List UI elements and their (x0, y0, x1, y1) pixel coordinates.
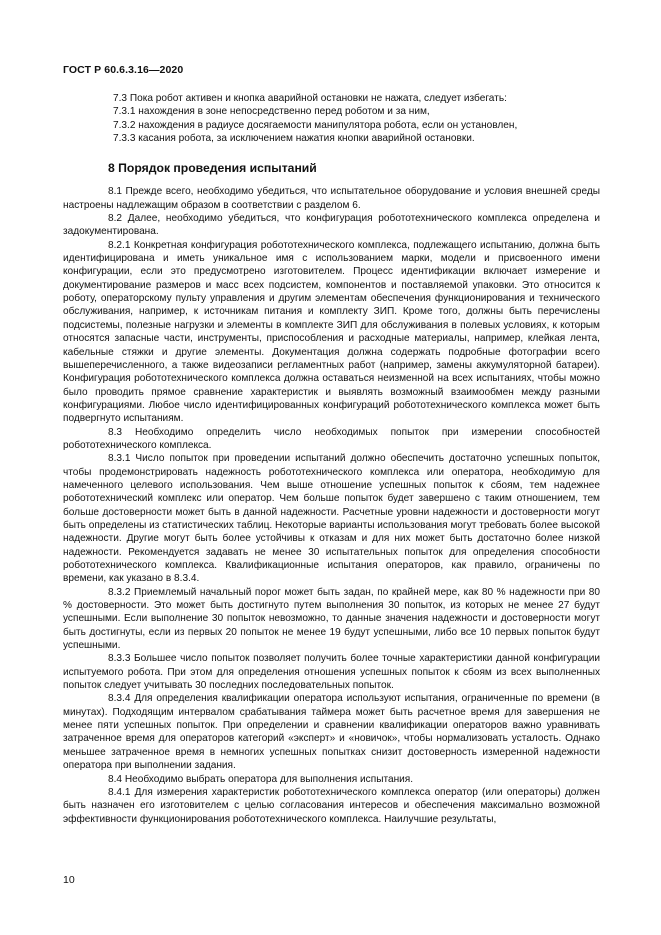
section-title: 8 Порядок проведения испытаний (108, 161, 317, 176)
document-header: ГОСТ Р 60.6.3.16—2020 (63, 64, 184, 76)
list-item: 7.3.2 нахождения в радиусе досягаемости манипулятора робота, если он установлен, (113, 119, 518, 131)
paragraph-8-3-3: 8.3.3 Большее число попыток позволяет получить более точные характеристики данной конфигурации испытуемого робота. При этом для определения отношения успешных попыток к сбоям из всех выполненных попыток следует учитывать 30 последних последовательных попыток. (63, 653, 600, 692)
section-7-3-intro: 7.3 Пока робот активен и кнопка аварийной остановки не нажата, следует избегать: (113, 93, 507, 104)
paragraph-8-4-1: 8.4.1 Для измерения характеристик робототехнического комплекса оператор (или операторы) должен быть назначен его изготовителем с целью согласования интересов и обеспечения максимально возможной эффективности функционирования робототехнического комплекса. Наилучшие результаты, (63, 786, 600, 825)
list-item: 7.3.3 касания робота, за исключением нажатия кнопки аварийной остановки. (113, 133, 475, 145)
paragraph-8-2: 8.2 Далее, необходимо убедиться, что конфигурация робототехнического комплекса определена и задокументирована. (63, 213, 600, 238)
page-number: 10 (63, 874, 75, 886)
paragraph-8-3-4: 8.3.4 Для определения квалификации оператора используют испытания, ограниченные по времени (в минутах). Подходящим интервалом срабатывания таймера может быть расчетное время для завершения не менее пяти успешных попыток. При определении и сравнении квалификации операторов важно уравнивать затраченное время для операторов категорий «эксперт» и «новичок», чтобы нормализовать усталость. Однако меньшее затраченное время в немногих успешных попытках снизит достоверность измеренной надежности оператора при выполнении задания. (63, 693, 600, 772)
paragraph-8-2-1: 8.2.1 Конкретная конфигурация робототехнического комплекса, подлежащего испытанию, должна быть идентифицирована и иметь уникальное имя с использованием марки, модели и присвоенного имени конфигурации, если это предусмотрено изготовителем. Процесс идентификации включает измерение и документирование размеров и масс всех подсистем, компонентов и поставляемой упаковки. Это относится к роботу, операторскому пульту управления и другим элементам обеспечения функционирования и технического обслуживания, например, к источникам питания и комплекту ЗИП. Кроме того, должны быть перечислены подсистемы, полезные нагрузки и элементы в комплекте ЗИП для обслуживания в полевых условиях, к которым относятся запасные части, инструменты, приспособления и расходные материалы, например, клейкая лента, кабельные стяжки и другие элементы. Документация должна содержать подробные фотографии всего вышеперечисленного, а также видеозаписи регламентных работ (например, замены аккумуляторной батареи). Конфигурация робототехнического комплекса должна оставаться неизменной на всех испытаниях, чтобы можно было проводить прямое сравнение характеристик и выявлять возможный взаимообмен между разными конфигурациями. Любое число идентифицированных конфигураций робототехнического комплекса может быть подвергнуто испытаниям. (63, 239, 600, 425)
paragraph-8-3-1: 8.3.1 Число попыток при проведении испытаний должно обеспечить достаточно успешных попыток, чтобы продемонстрировать надежность робототехнического комплекса или оператора, необходимую для намеченного целевого использования. Чем выше отношение успешных попыток к сбоям, тем надежнее робототехнический комплекс или оператор. Чем больше попыток будет завершено с таким отношением, тем больше достоверности может быть в данной надежности. Расчетные уровни надежности и достоверности могут быть определены из статистических таблиц. Некоторые варианты использования могут требовать более высокой надежности. Другие могут быть более устойчивы к отказам и для них может быть достаточно более низкой надежности. Рекомендуется задавать не менее 30 испытательных попыток для определения способности робототехнического комплекса. Квалификационные испытания операторов, как правило, ограничены по времени, как указано в 8.3.4. (63, 453, 600, 585)
paragraph-8-4: 8.4 Необходимо выбрать оператора для выполнения испытания. (108, 773, 414, 785)
list-item: 7.3.1 нахождения в зоне непосредственно перед роботом и за ним, (113, 106, 430, 118)
page-content (63, 92, 600, 826)
section-7-3 (113, 92, 600, 145)
paragraph-8-1: 8.1 Прежде всего, необходимо убедиться, что испытательное оборудование и условия внешней среды настроены надлежащим образом в соответствии с разделом 6. (63, 186, 600, 211)
paragraph-8-3: 8.3 Необходимо определить число необходимых попыток при измерении способностей робототехнического комплекса. (63, 426, 600, 451)
paragraph-8-3-2: 8.3.2 Приемлемый начальный порог может быть задан, по крайней мере, как 80 % надежности при 80 % достоверности. Это может быть достигнуто путем выполнения 30 попыток, из которых не менее 27 будут успешными. Если выполнение 30 попыток невозможно, то данные значения надежности и достоверности могут быть достигнуты, если из первых 20 попыток не менее 19 будут успешными, либо все 10 первых попыток будут успешными. (63, 586, 600, 652)
